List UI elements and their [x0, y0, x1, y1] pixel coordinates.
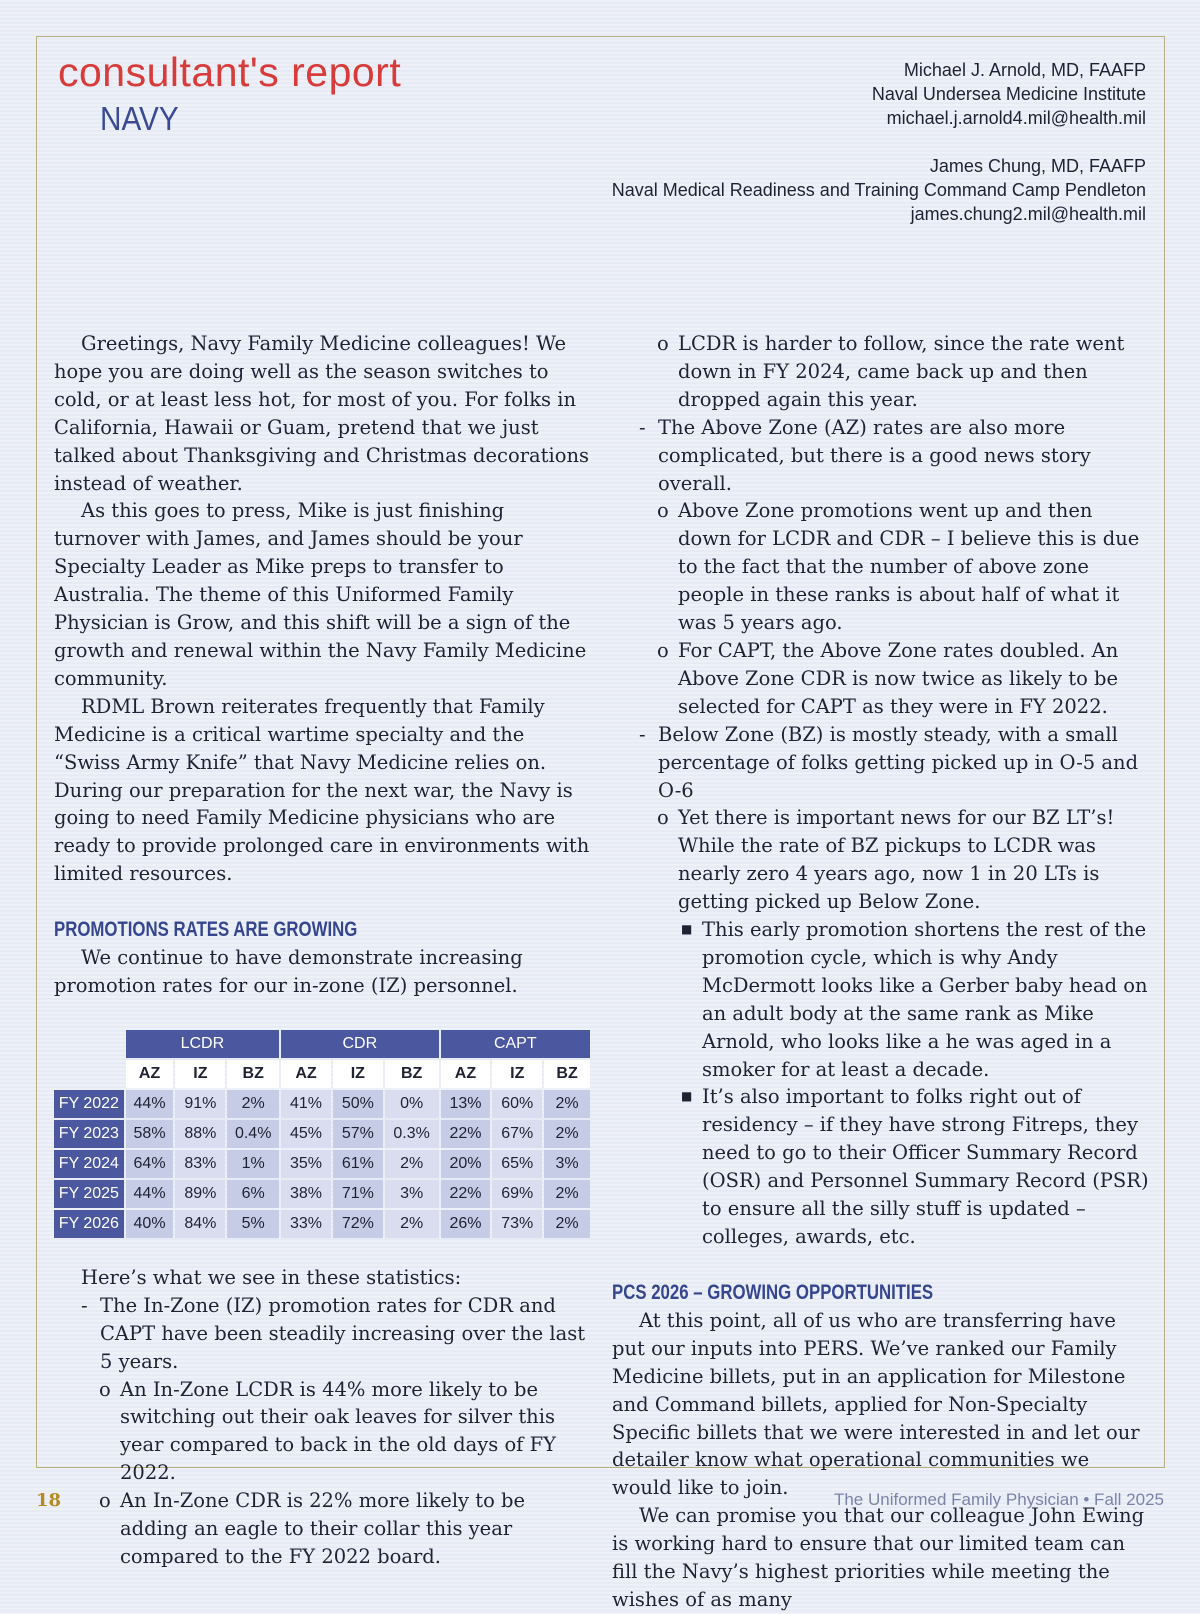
table-cell: 20% [441, 1150, 491, 1178]
table-cell: 0% [385, 1090, 439, 1118]
zone-header-cell: AZ [126, 1060, 174, 1088]
table-cell: 60% [492, 1090, 542, 1118]
table-cell: 65% [492, 1150, 542, 1178]
right-bullet-list [612, 330, 1152, 1251]
promotion-rates-table [52, 1028, 592, 1240]
table-cell: 2% [385, 1210, 439, 1238]
table-cell: 2% [544, 1090, 590, 1118]
author-1 [612, 58, 1146, 130]
table-cell: 50% [333, 1090, 383, 1118]
table-cell: 3% [544, 1150, 590, 1178]
table-cell: 2% [544, 1210, 590, 1238]
table-cell: 88% [175, 1120, 225, 1148]
table-cell: 38% [281, 1180, 331, 1208]
bullet-text: This early promotion shortens the rest of the promotion cycle, which is why Andy McDermott looks like a Gerber baby head on an adult body at the same rank as Mike Arnold, who looks like a he was aged in a smoker for at least a decade. [702, 918, 1148, 1081]
bullet-item [612, 637, 1152, 721]
table-cell: 83% [175, 1150, 225, 1178]
table-cell: 71% [333, 1180, 383, 1208]
pcs-paragraph: We can promise you that our colleague John Ewing is working hard to ensure that our limited team can fill the Navy’s highest priorities while meeting the wishes of as many [612, 1504, 1145, 1611]
table-cell: 67% [492, 1120, 542, 1148]
table-cell: 2% [385, 1150, 439, 1178]
table-row [54, 1150, 590, 1178]
zone-header-cell: AZ [441, 1060, 491, 1088]
bullet-marker: o [657, 806, 669, 830]
bullet-item [54, 1292, 592, 1376]
bullet-marker: ■ [681, 1089, 693, 1104]
table-row [54, 1210, 590, 1238]
section-label: consultant's report [58, 49, 402, 95]
bullet-marker: ■ [681, 922, 693, 937]
rank-header-capt: CAPT [441, 1030, 590, 1058]
right-column [612, 330, 1152, 1614]
bullet-marker: o [657, 638, 669, 662]
bullet-text: The Above Zone (AZ) rates are also more complicated, but there is a good news story overall. [658, 415, 1091, 495]
rank-header-lcdr: LCDR [126, 1030, 279, 1058]
table-cell: 2% [544, 1180, 590, 1208]
bullet-item [54, 1376, 592, 1488]
bullet-text: Above Zone promotions went up and then down for LCDR and CDR – I believe this is due to the fact that the number of above zone people in these ranks is about half of what it was 5 years ago. [678, 499, 1140, 635]
table-cell: 22% [441, 1120, 491, 1148]
table-cell: 58% [126, 1120, 174, 1148]
table-cell: 44% [126, 1180, 174, 1208]
bullet-marker: o [99, 1489, 111, 1513]
zone-header-row [54, 1060, 590, 1088]
table-cell: 40% [126, 1210, 174, 1238]
table-cell: 26% [441, 1210, 491, 1238]
table-cell: 2% [544, 1120, 590, 1148]
table-cell: 5% [227, 1210, 279, 1238]
table-cell: 22% [441, 1180, 491, 1208]
promotions-lead: We continue to have demonstrate increasing promotion rates for our in-zone (IZ) personnel. [54, 946, 523, 998]
left-bullet-list [54, 1292, 592, 1571]
stats-intro: Here’s what we see in these statistics: [81, 1265, 462, 1289]
table-cell: 84% [175, 1210, 225, 1238]
bullet-item [54, 1487, 592, 1571]
page-number: 18 [36, 1490, 62, 1511]
bullet-item [612, 330, 1152, 414]
section-subtitle: NAVY [100, 100, 179, 137]
author-affiliation: Naval Medical Readiness and Training Command Camp Pendleton [611, 180, 1146, 200]
table-cell: 45% [281, 1120, 331, 1148]
author-email[interactable]: michael.j.arnold4.mil@health.mil [886, 108, 1146, 128]
bullet-item [612, 804, 1152, 916]
pcs-heading: PCS 2026 – GROWING OPPORTUNITIES [612, 1280, 934, 1304]
bullet-marker: - [639, 415, 646, 439]
bullet-marker: - [639, 722, 646, 746]
rank-header-row [54, 1030, 590, 1058]
left-column [54, 330, 592, 1571]
zone-header-cell: BZ [544, 1060, 590, 1088]
author-affiliation: Naval Undersea Medicine Institute [871, 84, 1146, 104]
rank-header-cdr: CDR [281, 1030, 438, 1058]
zone-header-cell: IZ [492, 1060, 542, 1088]
table-cell: 41% [281, 1090, 331, 1118]
bullet-marker: o [657, 332, 669, 355]
author-2 [612, 154, 1146, 226]
fiscal-year-label: FY 2025 [54, 1180, 124, 1208]
zone-header-cell: BZ [385, 1060, 439, 1088]
bullet-text: It’s also important to folks right out of residency – if they have strong Fitreps, they need to go to their Officer Summary Record (OSR) and Personnel Summary Record (PSR) to ensure all the silly stuff is updated – colleges, awards, etc. [702, 1085, 1149, 1248]
bullet-text: Below Zone (BZ) is mostly steady, with a small percentage of folks getting picked up in O-5 and O-6 [658, 722, 1139, 802]
table-row [54, 1090, 590, 1118]
fiscal-year-label: FY 2023 [54, 1120, 124, 1148]
table-cell: 2% [227, 1090, 279, 1118]
bullet-text: An In-Zone CDR is 22% more likely to be adding an eagle to their collar this year compared to the FY 2022 board. [120, 1489, 526, 1568]
table-cell: 57% [333, 1120, 383, 1148]
bullet-marker: o [657, 499, 669, 523]
fiscal-year-label: FY 2026 [54, 1210, 124, 1238]
publication-footer: The Uniformed Family Physician • Fall 2025 [833, 1490, 1164, 1509]
intro-paragraph: As this goes to press, Mike is just finishing turnover with James, and James should be your Specialty Leader as Mike preps to transfer to Australia. The theme of this Uniformed Family Physician is Grow, and this shift will be a sign of the growth and renewal within the Navy Family Medicine community. [54, 499, 587, 690]
bullet-text: Yet there is important news for our BZ LT’s! While the rate of BZ pickups to LCDR was nearly zero 4 years ago, now 1 in 20 LTs is getting picked up Below Zone. [678, 806, 1115, 914]
bullet-item [612, 497, 1152, 637]
table-cell: 91% [175, 1090, 225, 1118]
bullet-item [612, 916, 1152, 1083]
table-cell: 35% [281, 1150, 331, 1178]
zone-header-cell: BZ [227, 1060, 279, 1088]
promotions-heading: PROMOTIONS RATES ARE GROWING [54, 918, 358, 942]
table-row [54, 1120, 590, 1148]
table-cell: 69% [492, 1180, 542, 1208]
zone-header-cell: IZ [333, 1060, 383, 1088]
bullet-marker: o [99, 1377, 111, 1401]
bullet-marker: - [81, 1293, 88, 1317]
table-cell: 44% [126, 1090, 174, 1118]
bullet-text: For CAPT, the Above Zone rates doubled. An Above Zone CDR is now twice as likely to be selected for CAPT as they were in FY 2022. [678, 638, 1119, 718]
bullet-item [612, 1083, 1152, 1250]
table-cell: 61% [333, 1150, 383, 1178]
table-row [54, 1180, 590, 1208]
bullet-text: LCDR is harder to follow, since the rate went down in FY 2024, came back up and then dropped again this year. [678, 332, 1125, 411]
table-cell: 73% [492, 1210, 542, 1238]
table-cell: 64% [126, 1150, 174, 1178]
bullet-text: The In-Zone (IZ) promotion rates for CDR and CAPT have been steadily increasing over the last 5 years. [100, 1293, 586, 1373]
zone-header-cell: AZ [281, 1060, 331, 1088]
promotion-table-body [54, 1090, 590, 1238]
author-name: Michael J. Arnold, MD, FAAFP [903, 60, 1146, 80]
fiscal-year-label: FY 2022 [54, 1090, 124, 1118]
bullet-text: An In-Zone LCDR is 44% more likely to be switching out their oak leaves for silver this year compared to back in the old days of FY 2022. [120, 1377, 556, 1485]
fiscal-year-label: FY 2024 [54, 1150, 124, 1178]
bullet-item [612, 721, 1152, 805]
table-cell: 13% [441, 1090, 491, 1118]
author-block [612, 58, 1146, 226]
table-cell: 89% [175, 1180, 225, 1208]
table-cell: 33% [281, 1210, 331, 1238]
intro-paragraph: RDML Brown reiterates frequently that Family Medicine is a critical wartime specialty and the “Swiss Army Knife” that Navy Medicine relies on. During our preparation for the next war, the Navy is going to need Family Medicine physicians who are ready to provide prolonged care in environments with limited resources. [54, 694, 590, 886]
table-cell: 72% [333, 1210, 383, 1238]
table-cell: 3% [385, 1180, 439, 1208]
pcs-paragraph: At this point, all of us who are transferring have put our inputs into PERS. We’ve ranked our Family Medicine billets, put in an application for Milestone and Command billets, applied for Non-Specialty Specific billets that we were interested in and let our detailer know what operational communities we would like to join. [612, 1308, 1140, 1500]
intro-paragraph: Greetings, Navy Family Medicine colleagues! We hope you are doing well as the season switches to cold, or at least less hot, for most of you. For folks in California, Hawaii or Guam, pretend that we just talked about Thanksgiving and Christmas decorations instead of weather. [54, 332, 590, 495]
table-cell: 6% [227, 1180, 279, 1208]
author-email[interactable]: james.chung2.mil@health.mil [910, 204, 1146, 224]
table-cell: 0.4% [227, 1120, 279, 1148]
author-name: James Chung, MD, FAAFP [929, 156, 1146, 176]
table-cell: 1% [227, 1150, 279, 1178]
bullet-item [612, 414, 1152, 498]
table-cell: 0.3% [385, 1120, 439, 1148]
zone-header-cell: IZ [175, 1060, 225, 1088]
